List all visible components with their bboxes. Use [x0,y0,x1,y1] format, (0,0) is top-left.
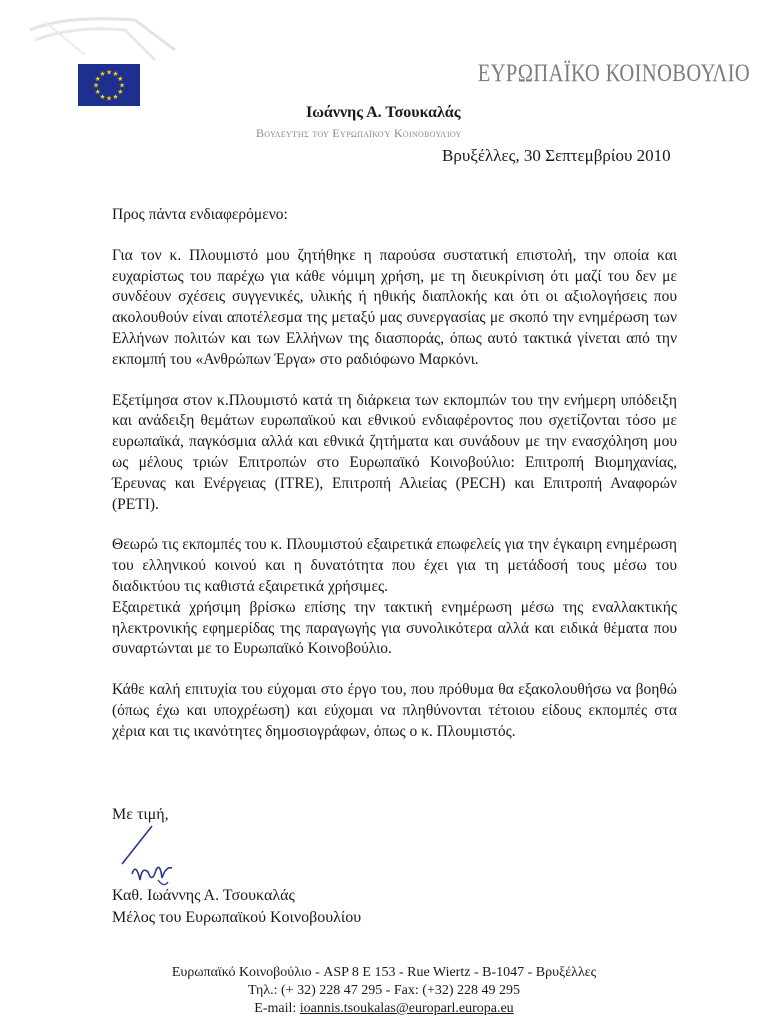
eu-flag-icon [78,64,140,106]
eu-star-icon: ★ [92,81,100,90]
sender-role: Βουλευτής του Ευρωπαϊκού Κοινοβουλίου [256,126,462,140]
footer-email-line [0,1000,768,1018]
eu-star-icon: ★ [105,94,113,103]
footer-email-link[interactable]: ioannis.tsoukalas@europarl.europa.eu [299,1001,514,1016]
eu-star-icon: ★ [112,70,119,79]
footer-phone-fax: Τηλ.: (+ 32) 228 47 295 - Fax: (+32) 228 49 295 [247,983,521,998]
eu-star-icon: ★ [117,75,124,83]
paragraph-3: Θεωρώ τις εκπομπές του κ. Πλουμιστού εξαιρετικά επωφελείς για την έγκαιρη ενημέρωση του ελληνικού κοινού και η δυνατότητα που έχει για τη μετάδοσή τους μέσω του διαδικτύου τις καθιστά εξαιρετικά χρήσιμες. Εξαιρετικά χρήσιμη βρίσκω επίσης την τακτική ενημέρωση μέσω της εναλλακτικής ηλεκτρονικής εφημερίδας της παραγωγής για συνολικότερα αλλά και ειδικά θέματα που συναρτώνται με το Ευρωπαϊκό Κοινοβούλιο. [112,536,677,658]
letter-body [112,205,677,763]
signer-name: Καθ. Ιωάννης Α. Τσουκαλάς [112,887,295,904]
eu-star-icon: ★ [118,81,126,90]
eu-star-icon: ★ [99,92,106,101]
paragraph-4: Κάθε καλή επιτυχία του εύχομαι στο έργο του, που πρόθυμα θα εξακολουθήσω να βοηθώ (όπως έχω και υποχρέωση) και εύχομαι να πληθύνονται τέτοιου είδους εκπομπές στα χέρια και τις ικανότητες δημοσιογράφων, όπως ο κ. Πλουμιστός. [112,681,677,740]
sender-name: Ιωάννης Α. Τσουκαλάς [306,104,461,121]
footer-address: Ευρωπαϊκό Κοινοβούλιο - ASP 8 E 153 - Rue Wiertz - B-1047 - Βρυξέλλες [171,965,597,980]
eu-star-icon: ★ [112,92,119,101]
letter-date: Βρυξέλλες, 30 Σεπτεμβρίου 2010 [442,146,671,165]
eu-star-icon: ★ [99,70,106,79]
eu-star-icon: ★ [94,88,101,96]
parliament-watermark-logo [25,10,185,70]
closing: Με τιμή, [112,806,169,823]
signer-title: Μέλος του Ευρωπαϊκού Κοινοβουλίου [112,909,362,926]
footer [0,964,768,1018]
footer-email-label: E-mail: [254,1001,300,1016]
eu-star-icon: ★ [94,75,101,83]
eu-star-icon: ★ [105,68,113,77]
institution-name: ΕΥΡΩΠΑΪΚΟ ΚΟΙΝΟΒΟΥΛΙΟ [477,60,750,87]
salutation: Προς πάντα ενδιαφερόμενο: [112,206,288,223]
paragraph-1: Για τον κ. Πλουμιστό μου ζητήθηκε η παρούσα συστατική επιστολή, την οποία και ευχαρίστως του παρέχω για κάθε νόμιμη χρήση, με τη διευκρίνιση ότι μαζί του δεν με συνδέουν σχέσεις συγγενικές, υλικής ή ηθικής διαπλοκής και ότι οι αξιολογήσεις που ακολουθούν είναι αποτέλεσμα της μεταξύ μας συνεργασίας με σκοπό την ενημέρωση των Ελλήνων πολιτών και των Ελλήνων της διασποράς, όπως αυτό τακτικά γίνεται από την εκπομπή του «Ανθρώπων Έργα» στο ραδιόφωνο Μαρκόνι. [112,246,677,368]
eu-star-icon: ★ [117,88,124,96]
paragraph-2: Εξετίμησα στον κ.Πλουμιστό κατά τη διάρκεια των εκπομπών του την ενήμερη υπόδειξη και ανάδειξη θεμάτων ευρωπαϊκού και εθνικού ενδιαφέροντος που σχετίζονται τόσο με ευρωπαϊκά, παγκόσμια αλλά και εθνικά ζητήματα και συνάδουν με την ενασχόληση μου ως μέλους τριών Επιτροπών στο Ευρωπαϊκό Κοινοβούλιο: Επιτροπή Βιομηχανίας, Έρευνας και Ενέργειας (ITRE), Επιτροπή Αλιείας (PECH) και Επιτροπή Αναφορών (PETI). [112,391,677,513]
